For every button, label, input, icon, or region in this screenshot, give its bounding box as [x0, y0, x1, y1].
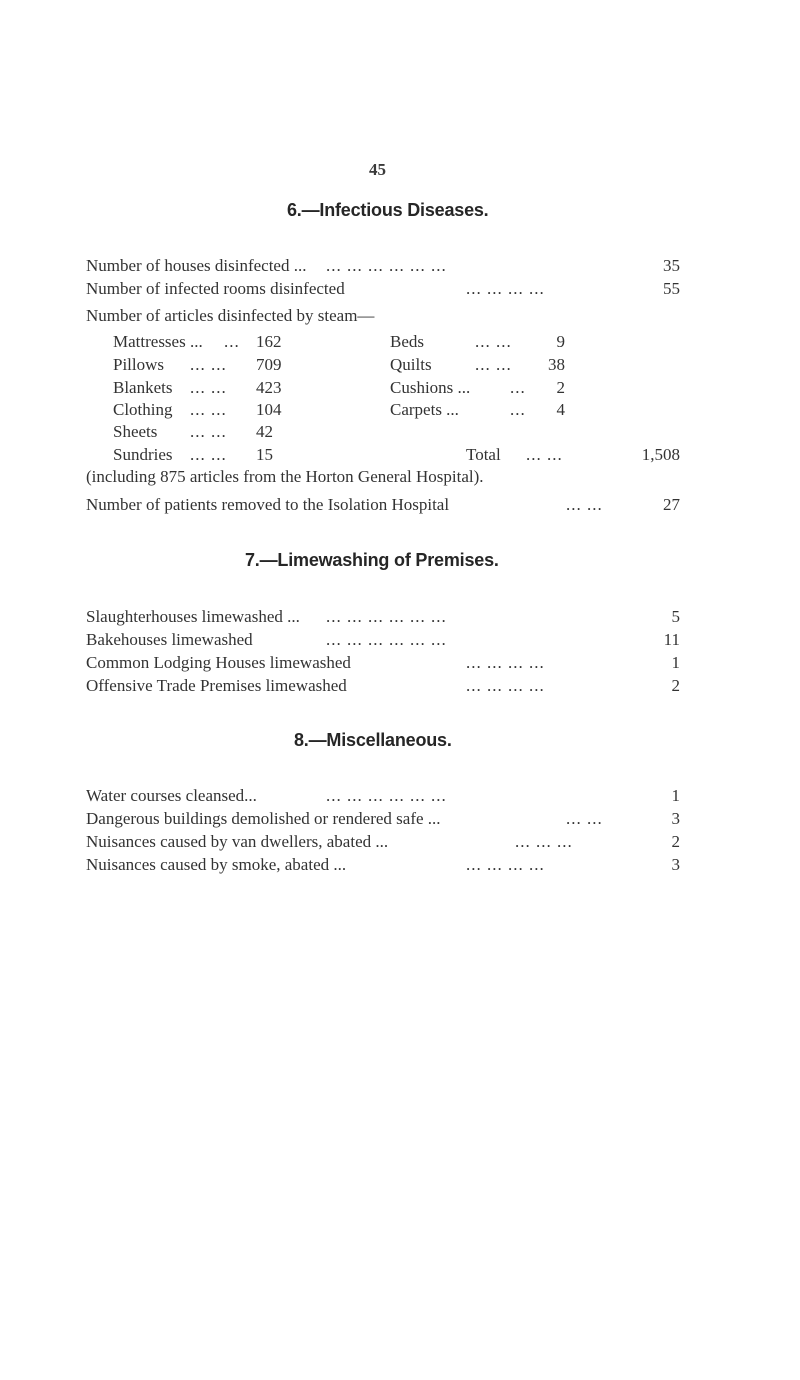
- article-quilts-value: 38: [548, 355, 565, 374]
- dot-leader: ... ...: [190, 422, 227, 441]
- dot-leader: ... ... ... ...: [466, 653, 545, 672]
- dot-leader: ... ...: [526, 445, 563, 464]
- dot-leader: ... ...: [190, 355, 227, 374]
- article-pillows-value: 709: [256, 355, 282, 374]
- article-carpets-label: Carpets ...: [390, 400, 459, 419]
- article-sheets-label: Sheets: [113, 422, 158, 441]
- articles-steam-label: Number of articles disinfected by steam—: [86, 306, 375, 325]
- article-mattresses-value: 162: [256, 332, 282, 351]
- van-dwellers-label: Nuisances caused by van dwellers, abated ...: [86, 832, 389, 851]
- section-heading-infectious-diseases: 6.—Infectious Diseases.: [287, 200, 489, 220]
- article-sundries-label: Sundries: [113, 445, 173, 464]
- article-cushions-value: 2: [556, 378, 565, 397]
- dot-leader: ... ... ... ... ... ...: [326, 607, 447, 626]
- lodging-houses-label: Common Lodging Houses limewashed: [86, 653, 351, 672]
- bakehouses-label: Bakehouses limewashed: [86, 630, 253, 649]
- dot-leader: ... ...: [190, 378, 227, 397]
- smoke-nuisances-value: 3: [671, 855, 680, 874]
- offensive-trade-label: Offensive Trade Premises limewashed: [86, 676, 347, 695]
- dangerous-buildings-value: 3: [671, 809, 680, 828]
- article-quilts-label: Quilts: [390, 355, 432, 374]
- total-label: Total: [466, 445, 501, 464]
- slaughterhouses-label: Slaughterhouses limewashed ...: [86, 607, 300, 626]
- article-sundries-value: 15: [256, 445, 273, 464]
- van-dwellers-value: 2: [671, 832, 680, 851]
- article-blankets-value: 423: [256, 378, 282, 397]
- total-value: 1,508: [641, 445, 680, 464]
- dot-leader: ... ... ... ... ... ...: [326, 630, 447, 649]
- patients-removed-value: 27: [663, 495, 680, 514]
- water-courses-value: 1: [671, 786, 680, 805]
- rooms-disinfected-label: Number of infected rooms disinfected: [86, 279, 345, 298]
- dot-leader: ... ...: [190, 445, 227, 464]
- dot-leader: ... ... ...: [515, 832, 573, 851]
- page-number: 45: [369, 160, 386, 179]
- dot-leader: ...: [510, 378, 526, 397]
- dot-leader: ... ... ... ... ... ...: [326, 786, 447, 805]
- dot-leader: ...: [224, 332, 240, 351]
- rooms-disinfected-value: 55: [663, 279, 680, 298]
- houses-disinfected-label: Number of houses disinfected ...: [86, 256, 307, 275]
- slaughterhouses-value: 5: [671, 607, 680, 626]
- smoke-nuisances-label: Nuisances caused by smoke, abated ...: [86, 855, 347, 874]
- dot-leader: ... ... ... ...: [466, 855, 545, 874]
- dot-leader: ...: [510, 400, 526, 419]
- offensive-trade-value: 2: [671, 676, 680, 695]
- houses-disinfected-value: 35: [663, 256, 680, 275]
- article-beds-value: 9: [556, 332, 565, 351]
- dot-leader: ... ...: [475, 332, 512, 351]
- lodging-houses-value: 1: [671, 653, 680, 672]
- articles-note: (including 875 articles from the Horton General Hospital).: [86, 467, 484, 486]
- article-blankets-label: Blankets: [113, 378, 173, 397]
- dot-leader: ... ...: [566, 809, 603, 828]
- article-mattresses-label: Mattresses ...: [113, 332, 203, 351]
- dot-leader: ... ... ... ... ... ...: [326, 256, 447, 275]
- bakehouses-value: 11: [663, 630, 680, 649]
- article-clothing-value: 104: [256, 400, 282, 419]
- dot-leader: ... ...: [190, 400, 227, 419]
- water-courses-label: Water courses cleansed...: [86, 786, 257, 805]
- dot-leader: ... ... ... ...: [466, 279, 545, 298]
- article-beds-label: Beds: [390, 332, 424, 351]
- article-sheets-value: 42: [256, 422, 273, 441]
- article-cushions-label: Cushions ...: [390, 378, 471, 397]
- patients-removed-label: Number of patients removed to the Isolation Hospital: [86, 495, 450, 514]
- dot-leader: ... ... ... ...: [466, 676, 545, 695]
- dot-leader: ... ...: [566, 495, 603, 514]
- section-heading-miscellaneous: 8.—Miscellaneous.: [294, 730, 452, 750]
- dangerous-buildings-label: Dangerous buildings demolished or rendered safe ...: [86, 809, 441, 828]
- dot-leader: ... ...: [475, 355, 512, 374]
- section-heading-limewashing: 7.—Limewashing of Premises.: [245, 550, 499, 570]
- article-carpets-value: 4: [556, 400, 565, 419]
- article-pillows-label: Pillows: [113, 355, 165, 374]
- article-clothing-label: Clothing: [113, 400, 173, 419]
